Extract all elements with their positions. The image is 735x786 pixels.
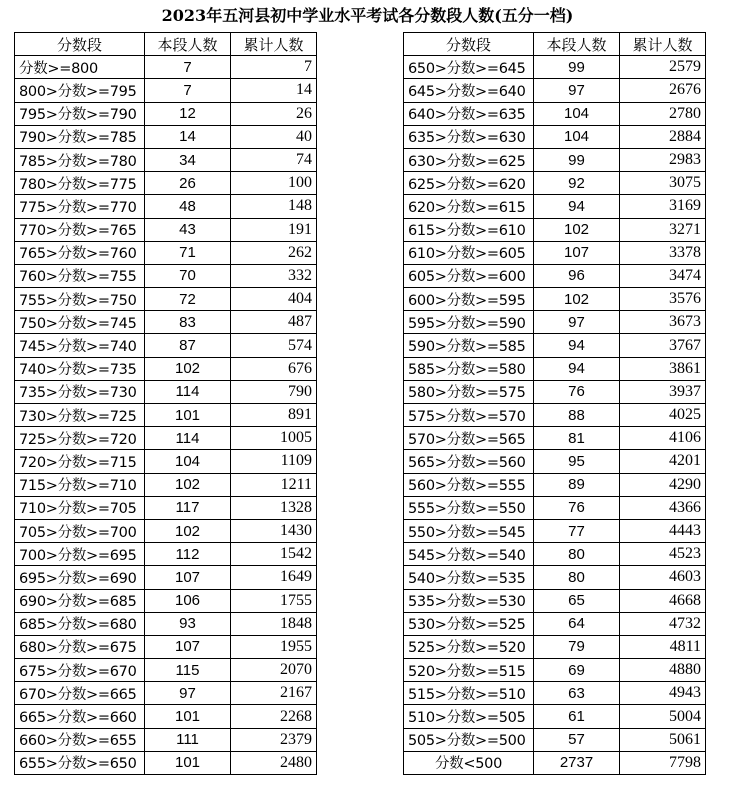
cumulative-cell: 3937 xyxy=(620,380,706,403)
count-cell: 94 xyxy=(534,195,620,218)
cumulative-cell: 3075 xyxy=(620,172,706,195)
table-row xyxy=(404,56,706,79)
segment-cell: 750>分数>=745 xyxy=(15,311,145,334)
count-cell: 2737 xyxy=(534,751,620,774)
cumulative-cell: 4523 xyxy=(620,543,706,566)
segment-cell: 730>分数>=725 xyxy=(15,404,145,427)
segment-cell: 610>分数>=605 xyxy=(404,241,534,264)
table-row xyxy=(15,450,317,473)
segment-cell: 535>分数>=530 xyxy=(404,589,534,612)
count-cell: 12 xyxy=(145,102,231,125)
count-cell: 64 xyxy=(534,612,620,635)
segment-cell: 755>分数>=750 xyxy=(15,288,145,311)
table-row xyxy=(404,218,706,241)
count-cell: 104 xyxy=(534,102,620,125)
table-row xyxy=(404,543,706,566)
table-row xyxy=(404,635,706,658)
count-cell: 43 xyxy=(145,218,231,241)
segment-cell: 630>分数>=625 xyxy=(404,148,534,171)
count-cell: 65 xyxy=(534,589,620,612)
cumulative-cell: 4290 xyxy=(620,473,706,496)
count-cell: 7 xyxy=(145,56,231,79)
count-cell: 102 xyxy=(145,473,231,496)
cumulative-cell: 3861 xyxy=(620,357,706,380)
header-segment: 分数段 xyxy=(404,33,534,56)
count-cell: 101 xyxy=(145,751,231,774)
segment-cell: 585>分数>=580 xyxy=(404,357,534,380)
segment-cell: 510>分数>=505 xyxy=(404,705,534,728)
count-cell: 34 xyxy=(145,148,231,171)
segment-cell: 665>分数>=660 xyxy=(15,705,145,728)
table-row xyxy=(404,241,706,264)
segment-cell: 795>分数>=790 xyxy=(15,102,145,125)
count-cell: 102 xyxy=(145,357,231,380)
table-row xyxy=(15,705,317,728)
cumulative-cell: 4880 xyxy=(620,659,706,682)
table-row xyxy=(404,728,706,751)
table-row xyxy=(15,427,317,450)
segment-cell: 515>分数>=510 xyxy=(404,682,534,705)
count-cell: 80 xyxy=(534,566,620,589)
cumulative-cell: 1430 xyxy=(231,519,317,542)
table-row xyxy=(404,125,706,148)
cumulative-cell: 2480 xyxy=(231,751,317,774)
segment-cell: 550>分数>=545 xyxy=(404,519,534,542)
cumulative-cell: 2070 xyxy=(231,659,317,682)
table-row xyxy=(404,311,706,334)
table-row xyxy=(15,148,317,171)
segment-cell: 680>分数>=675 xyxy=(15,635,145,658)
segment-cell: 565>分数>=560 xyxy=(404,450,534,473)
count-cell: 107 xyxy=(534,241,620,264)
segment-cell: 540>分数>=535 xyxy=(404,566,534,589)
cumulative-cell: 1005 xyxy=(231,427,317,450)
segment-cell: 695>分数>=690 xyxy=(15,566,145,589)
cumulative-cell: 1109 xyxy=(231,450,317,473)
header-count: 本段人数 xyxy=(145,33,231,56)
cumulative-cell: 3378 xyxy=(620,241,706,264)
page-title: 2023年五河县初中学业水平考试各分数段人数(五分一档) xyxy=(161,6,574,25)
count-cell: 114 xyxy=(145,380,231,403)
count-cell: 111 xyxy=(145,728,231,751)
count-cell: 97 xyxy=(145,682,231,705)
count-cell: 104 xyxy=(145,450,231,473)
cumulative-cell: 2379 xyxy=(231,728,317,751)
segment-cell: 775>分数>=770 xyxy=(15,195,145,218)
cumulative-cell: 5061 xyxy=(620,728,706,751)
segment-cell: 685>分数>=680 xyxy=(15,612,145,635)
cumulative-cell: 1848 xyxy=(231,612,317,635)
table-row xyxy=(404,659,706,682)
cumulative-cell: 1649 xyxy=(231,566,317,589)
segment-cell: 790>分数>=785 xyxy=(15,125,145,148)
cumulative-cell: 5004 xyxy=(620,705,706,728)
count-cell: 102 xyxy=(534,218,620,241)
cumulative-cell: 1542 xyxy=(231,543,317,566)
table-row xyxy=(15,241,317,264)
segment-cell: 625>分数>=620 xyxy=(404,172,534,195)
cumulative-cell: 262 xyxy=(231,241,317,264)
cumulative-cell: 790 xyxy=(231,380,317,403)
count-cell: 117 xyxy=(145,496,231,519)
table-row xyxy=(404,264,706,287)
count-cell: 80 xyxy=(534,543,620,566)
table-row xyxy=(404,195,706,218)
table-row xyxy=(15,543,317,566)
count-cell: 14 xyxy=(145,125,231,148)
segment-cell: 720>分数>=715 xyxy=(15,450,145,473)
score-table-right xyxy=(403,32,706,775)
table-row xyxy=(404,172,706,195)
table-row xyxy=(404,102,706,125)
segment-cell: 620>分数>=615 xyxy=(404,195,534,218)
segment-cell: 645>分数>=640 xyxy=(404,79,534,102)
table-row xyxy=(404,473,706,496)
cumulative-cell: 332 xyxy=(231,264,317,287)
table-row xyxy=(15,682,317,705)
count-cell: 76 xyxy=(534,496,620,519)
segment-cell: 505>分数>=500 xyxy=(404,728,534,751)
segment-cell: 740>分数>=735 xyxy=(15,357,145,380)
segment-cell: 770>分数>=765 xyxy=(15,218,145,241)
count-cell: 102 xyxy=(534,288,620,311)
count-cell: 69 xyxy=(534,659,620,682)
segment-cell: 780>分数>=775 xyxy=(15,172,145,195)
count-cell: 26 xyxy=(145,172,231,195)
segment-cell: 615>分数>=610 xyxy=(404,218,534,241)
segment-cell: 735>分数>=730 xyxy=(15,380,145,403)
cumulative-cell: 4811 xyxy=(620,635,706,658)
cumulative-cell: 7798 xyxy=(620,751,706,774)
count-cell: 102 xyxy=(145,519,231,542)
segment-cell: 635>分数>=630 xyxy=(404,125,534,148)
table-row xyxy=(15,380,317,403)
segment-cell: 675>分数>=670 xyxy=(15,659,145,682)
table-row xyxy=(404,288,706,311)
count-cell: 63 xyxy=(534,682,620,705)
table-row xyxy=(15,102,317,125)
header-cumulative: 累计人数 xyxy=(620,33,706,56)
table-row xyxy=(15,79,317,102)
table-row xyxy=(15,56,317,79)
segment-cell: 765>分数>=760 xyxy=(15,241,145,264)
cumulative-cell: 3169 xyxy=(620,195,706,218)
table-row xyxy=(404,566,706,589)
header-row xyxy=(404,33,706,56)
cumulative-cell: 14 xyxy=(231,79,317,102)
cumulative-cell: 1755 xyxy=(231,589,317,612)
cumulative-cell: 1211 xyxy=(231,473,317,496)
cumulative-cell: 40 xyxy=(231,125,317,148)
table-row xyxy=(404,380,706,403)
segment-cell: 640>分数>=635 xyxy=(404,102,534,125)
segment-cell: 545>分数>=540 xyxy=(404,543,534,566)
table-row xyxy=(15,172,317,195)
table-row xyxy=(15,566,317,589)
segment-cell: 530>分数>=525 xyxy=(404,612,534,635)
table-row xyxy=(15,311,317,334)
header-segment: 分数段 xyxy=(15,33,145,56)
cumulative-cell: 191 xyxy=(231,218,317,241)
segment-cell: 785>分数>=780 xyxy=(15,148,145,171)
count-cell: 71 xyxy=(145,241,231,264)
cumulative-cell: 2167 xyxy=(231,682,317,705)
table-row xyxy=(15,125,317,148)
cumulative-cell: 676 xyxy=(231,357,317,380)
table-row xyxy=(15,288,317,311)
table-row xyxy=(15,473,317,496)
cumulative-cell: 2579 xyxy=(620,56,706,79)
table-row xyxy=(404,450,706,473)
segment-cell: 760>分数>=755 xyxy=(15,264,145,287)
count-cell: 97 xyxy=(534,79,620,102)
table-row xyxy=(15,496,317,519)
count-cell: 95 xyxy=(534,450,620,473)
count-cell: 94 xyxy=(534,357,620,380)
table-row xyxy=(404,751,706,774)
count-cell: 57 xyxy=(534,728,620,751)
count-cell: 99 xyxy=(534,148,620,171)
cumulative-cell: 3474 xyxy=(620,264,706,287)
segment-cell: 分数<500 xyxy=(404,751,534,774)
table-row xyxy=(15,519,317,542)
cumulative-cell: 3576 xyxy=(620,288,706,311)
header-count: 本段人数 xyxy=(534,33,620,56)
count-cell: 7 xyxy=(145,79,231,102)
count-cell: 88 xyxy=(534,404,620,427)
count-cell: 92 xyxy=(534,172,620,195)
cumulative-cell: 7 xyxy=(231,56,317,79)
table-row xyxy=(15,195,317,218)
segment-cell: 745>分数>=740 xyxy=(15,334,145,357)
segment-cell: 分数>=800 xyxy=(15,56,145,79)
count-cell: 61 xyxy=(534,705,620,728)
table-row xyxy=(404,404,706,427)
cumulative-cell: 4603 xyxy=(620,566,706,589)
table-row xyxy=(15,404,317,427)
segment-cell: 605>分数>=600 xyxy=(404,264,534,287)
table-row xyxy=(15,635,317,658)
table-row xyxy=(404,705,706,728)
segment-cell: 650>分数>=645 xyxy=(404,56,534,79)
cumulative-cell: 4732 xyxy=(620,612,706,635)
segment-cell: 600>分数>=595 xyxy=(404,288,534,311)
table-row xyxy=(15,218,317,241)
table-row xyxy=(404,589,706,612)
score-table-left xyxy=(14,32,317,775)
count-cell: 48 xyxy=(145,195,231,218)
table-row xyxy=(404,612,706,635)
table-row xyxy=(404,79,706,102)
count-cell: 96 xyxy=(534,264,620,287)
count-cell: 79 xyxy=(534,635,620,658)
table-row xyxy=(15,334,317,357)
cumulative-cell: 4201 xyxy=(620,450,706,473)
count-cell: 89 xyxy=(534,473,620,496)
cumulative-cell: 4025 xyxy=(620,404,706,427)
cumulative-cell: 1328 xyxy=(231,496,317,519)
cumulative-cell: 2983 xyxy=(620,148,706,171)
table-row xyxy=(404,334,706,357)
count-cell: 107 xyxy=(145,635,231,658)
segment-cell: 590>分数>=585 xyxy=(404,334,534,357)
cumulative-cell: 74 xyxy=(231,148,317,171)
table-row xyxy=(15,728,317,751)
cumulative-cell: 404 xyxy=(231,288,317,311)
cumulative-cell: 487 xyxy=(231,311,317,334)
segment-cell: 725>分数>=720 xyxy=(15,427,145,450)
count-cell: 106 xyxy=(145,589,231,612)
count-cell: 70 xyxy=(145,264,231,287)
table-row xyxy=(404,357,706,380)
cumulative-cell: 3767 xyxy=(620,334,706,357)
segment-cell: 710>分数>=705 xyxy=(15,496,145,519)
cumulative-cell: 1955 xyxy=(231,635,317,658)
cumulative-cell: 574 xyxy=(231,334,317,357)
count-cell: 87 xyxy=(145,334,231,357)
table-row xyxy=(404,519,706,542)
segment-cell: 690>分数>=685 xyxy=(15,589,145,612)
count-cell: 97 xyxy=(534,311,620,334)
segment-cell: 575>分数>=570 xyxy=(404,404,534,427)
cumulative-cell: 100 xyxy=(231,172,317,195)
segment-cell: 525>分数>=520 xyxy=(404,635,534,658)
header-row xyxy=(15,33,317,56)
table-row xyxy=(404,427,706,450)
cumulative-cell: 3271 xyxy=(620,218,706,241)
count-cell: 93 xyxy=(145,612,231,635)
count-cell: 94 xyxy=(534,334,620,357)
cumulative-cell: 4943 xyxy=(620,682,706,705)
table-row xyxy=(15,589,317,612)
count-cell: 115 xyxy=(145,659,231,682)
header-cumulative: 累计人数 xyxy=(231,33,317,56)
count-cell: 101 xyxy=(145,705,231,728)
table-row xyxy=(15,751,317,774)
cumulative-cell: 2884 xyxy=(620,125,706,148)
segment-cell: 595>分数>=590 xyxy=(404,311,534,334)
count-cell: 83 xyxy=(145,311,231,334)
count-cell: 112 xyxy=(145,543,231,566)
cumulative-cell: 148 xyxy=(231,195,317,218)
segment-cell: 520>分数>=515 xyxy=(404,659,534,682)
cumulative-cell: 3673 xyxy=(620,311,706,334)
cumulative-cell: 2676 xyxy=(620,79,706,102)
segment-cell: 800>分数>=795 xyxy=(15,79,145,102)
cumulative-cell: 2268 xyxy=(231,705,317,728)
segment-cell: 715>分数>=710 xyxy=(15,473,145,496)
count-cell: 81 xyxy=(534,427,620,450)
count-cell: 104 xyxy=(534,125,620,148)
table-row xyxy=(15,264,317,287)
segment-cell: 700>分数>=695 xyxy=(15,543,145,566)
count-cell: 101 xyxy=(145,404,231,427)
segment-cell: 670>分数>=665 xyxy=(15,682,145,705)
segment-cell: 555>分数>=550 xyxy=(404,496,534,519)
table-row xyxy=(404,148,706,171)
segment-cell: 560>分数>=555 xyxy=(404,473,534,496)
table-row xyxy=(15,612,317,635)
cumulative-cell: 4106 xyxy=(620,427,706,450)
cumulative-cell: 4443 xyxy=(620,519,706,542)
count-cell: 77 xyxy=(534,519,620,542)
cumulative-cell: 2780 xyxy=(620,102,706,125)
segment-cell: 570>分数>=565 xyxy=(404,427,534,450)
cumulative-cell: 26 xyxy=(231,102,317,125)
count-cell: 99 xyxy=(534,56,620,79)
table-row xyxy=(15,659,317,682)
count-cell: 72 xyxy=(145,288,231,311)
count-cell: 76 xyxy=(534,380,620,403)
cumulative-cell: 4668 xyxy=(620,589,706,612)
segment-cell: 655>分数>=650 xyxy=(15,751,145,774)
count-cell: 114 xyxy=(145,427,231,450)
segment-cell: 580>分数>=575 xyxy=(404,380,534,403)
cumulative-cell: 891 xyxy=(231,404,317,427)
cumulative-cell: 4366 xyxy=(620,496,706,519)
table-row xyxy=(404,682,706,705)
table-row xyxy=(404,496,706,519)
segment-cell: 660>分数>=655 xyxy=(15,728,145,751)
count-cell: 107 xyxy=(145,566,231,589)
table-row xyxy=(15,357,317,380)
segment-cell: 705>分数>=700 xyxy=(15,519,145,542)
